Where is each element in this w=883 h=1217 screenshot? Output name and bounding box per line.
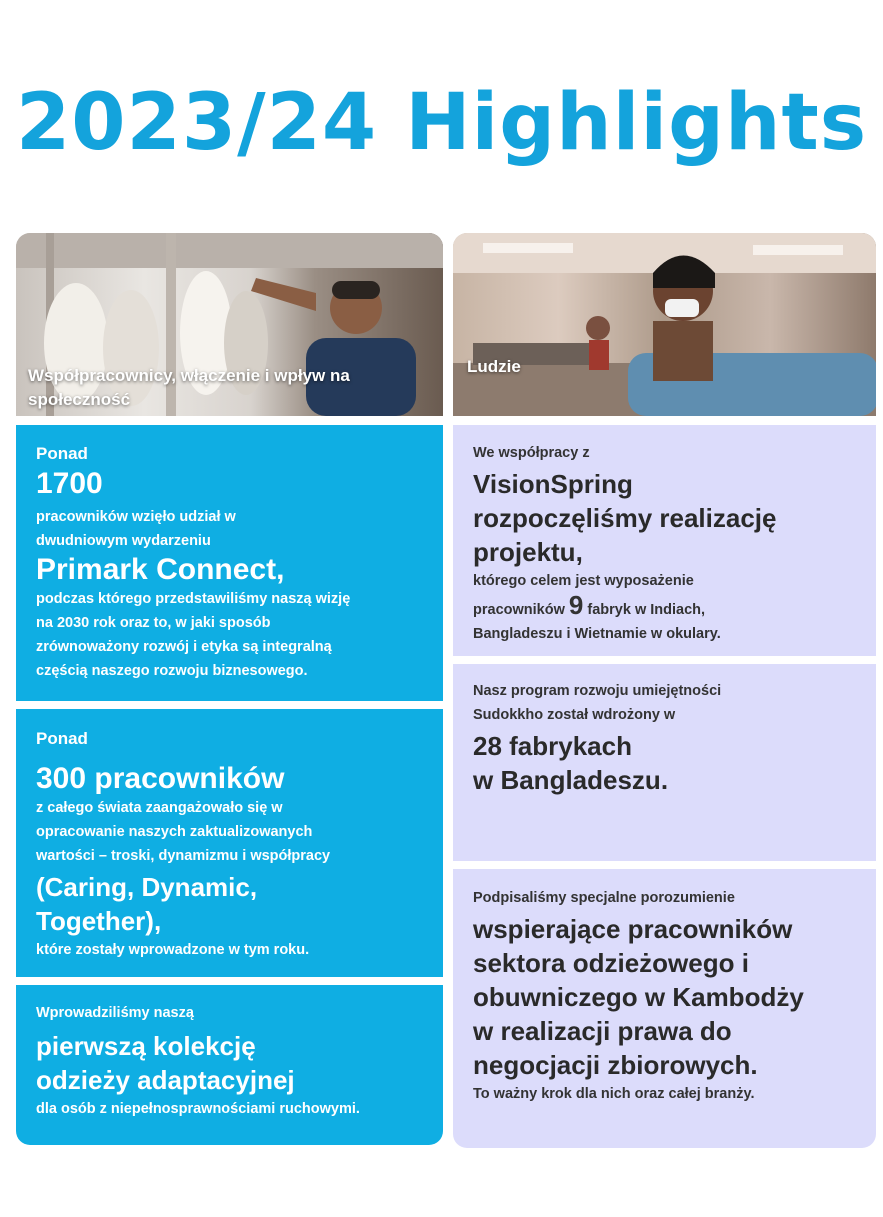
card-intro: Ponad — [36, 729, 88, 748]
card-intro: We współpracy z — [473, 445, 590, 461]
highlight-headline: wspierające pracowników — [473, 914, 793, 944]
card-text: Sudokkho został wdrożony w — [473, 707, 676, 723]
card-intro: Podpisaliśmy specjalne porozumienie — [473, 890, 735, 906]
photo-caption-colleagues: Współpracownicy, włączenie i wpływ na społeczność — [28, 366, 350, 409]
card-text: opracowanie naszych zaktualizowanych — [36, 824, 313, 840]
highlight-card-visionspring — [453, 425, 876, 656]
highlight-values: (Caring, Dynamic, — [36, 872, 258, 902]
highlight-card-company-values — [16, 709, 443, 977]
card-text: Nasz program rozwoju umiejętności — [473, 683, 722, 699]
highlight-event-name: Primark Connect, — [36, 553, 285, 586]
photo-people — [453, 233, 876, 416]
card-text-part: fabryk w Indiach, — [587, 602, 706, 618]
highlight-headline: projektu, — [473, 537, 583, 567]
card-text: zrównoważony rozwój i etyka są integralną — [36, 639, 332, 655]
card-text: pracowników wzięło udział w — [36, 509, 236, 525]
page-title: 2023/24 Highlights — [16, 78, 868, 168]
highlight-number: 9 — [568, 590, 584, 620]
card-text: na 2030 rok oraz to, w jaki sposób — [36, 615, 271, 631]
photo-caption-people: Ludzie — [467, 357, 521, 376]
highlight-headline: obuwniczego w Kambodży — [473, 982, 804, 1012]
highlight-headline: w realizacji prawa do — [473, 1016, 732, 1046]
card-text: wartości – troski, dynamizmu i współpracy — [36, 848, 331, 864]
highlight-card-cambodia-agreement — [453, 869, 876, 1148]
card-text: dwudniowym wydarzeniu — [36, 533, 211, 549]
factory-worker-illustration — [453, 233, 876, 416]
card-text: Bangladeszu i Wietnamie w okulary. — [473, 626, 721, 642]
card-text: To ważny krok dla nich oraz całej branży. — [473, 1086, 755, 1102]
highlight-card-adaptive-collection — [16, 985, 443, 1145]
highlight-headline: sektora odzieżowego i — [473, 948, 749, 978]
highlight-headline: odzieży adaptacyjnej — [36, 1065, 295, 1095]
highlight-headline: 300 pracowników — [36, 762, 285, 795]
highlight-headline: rozpoczęliśmy realizację — [473, 503, 777, 533]
highlight-values: Together), — [36, 906, 162, 936]
highlight-headline: 28 fabrykach — [473, 731, 632, 761]
highlight-headline: negocjacji zbiorowych. — [473, 1050, 758, 1080]
highlight-headline: pierwszą kolekcję — [36, 1031, 256, 1061]
card-text: podczas którego przedstawiliśmy naszą wizję — [36, 591, 351, 607]
card-text: dla osób z niepełnosprawnościami ruchowymi. — [36, 1101, 360, 1117]
card-intro: Wprowadziliśmy naszą — [36, 1005, 194, 1021]
card-text: częścią naszego rozwoju biznesowego. — [36, 663, 308, 679]
card-text: którego celem jest wyposażenie — [473, 573, 694, 589]
highlight-headline: w Bangladeszu. — [473, 765, 669, 795]
photo-colleagues — [16, 233, 443, 416]
highlight-card-primark-connect — [16, 425, 443, 701]
highlight-card-sudokkho — [453, 664, 876, 861]
highlight-headline: VisionSpring — [473, 469, 633, 499]
card-text: które zostały wprowadzone w tym roku. — [36, 942, 310, 958]
highlight-number: 1700 — [36, 467, 103, 500]
card-intro: Ponad — [36, 444, 88, 463]
card-text: z całego świata zaangażowało się w — [36, 800, 283, 816]
card-text-part: pracowników — [473, 602, 565, 618]
card-text — [473, 590, 856, 622]
